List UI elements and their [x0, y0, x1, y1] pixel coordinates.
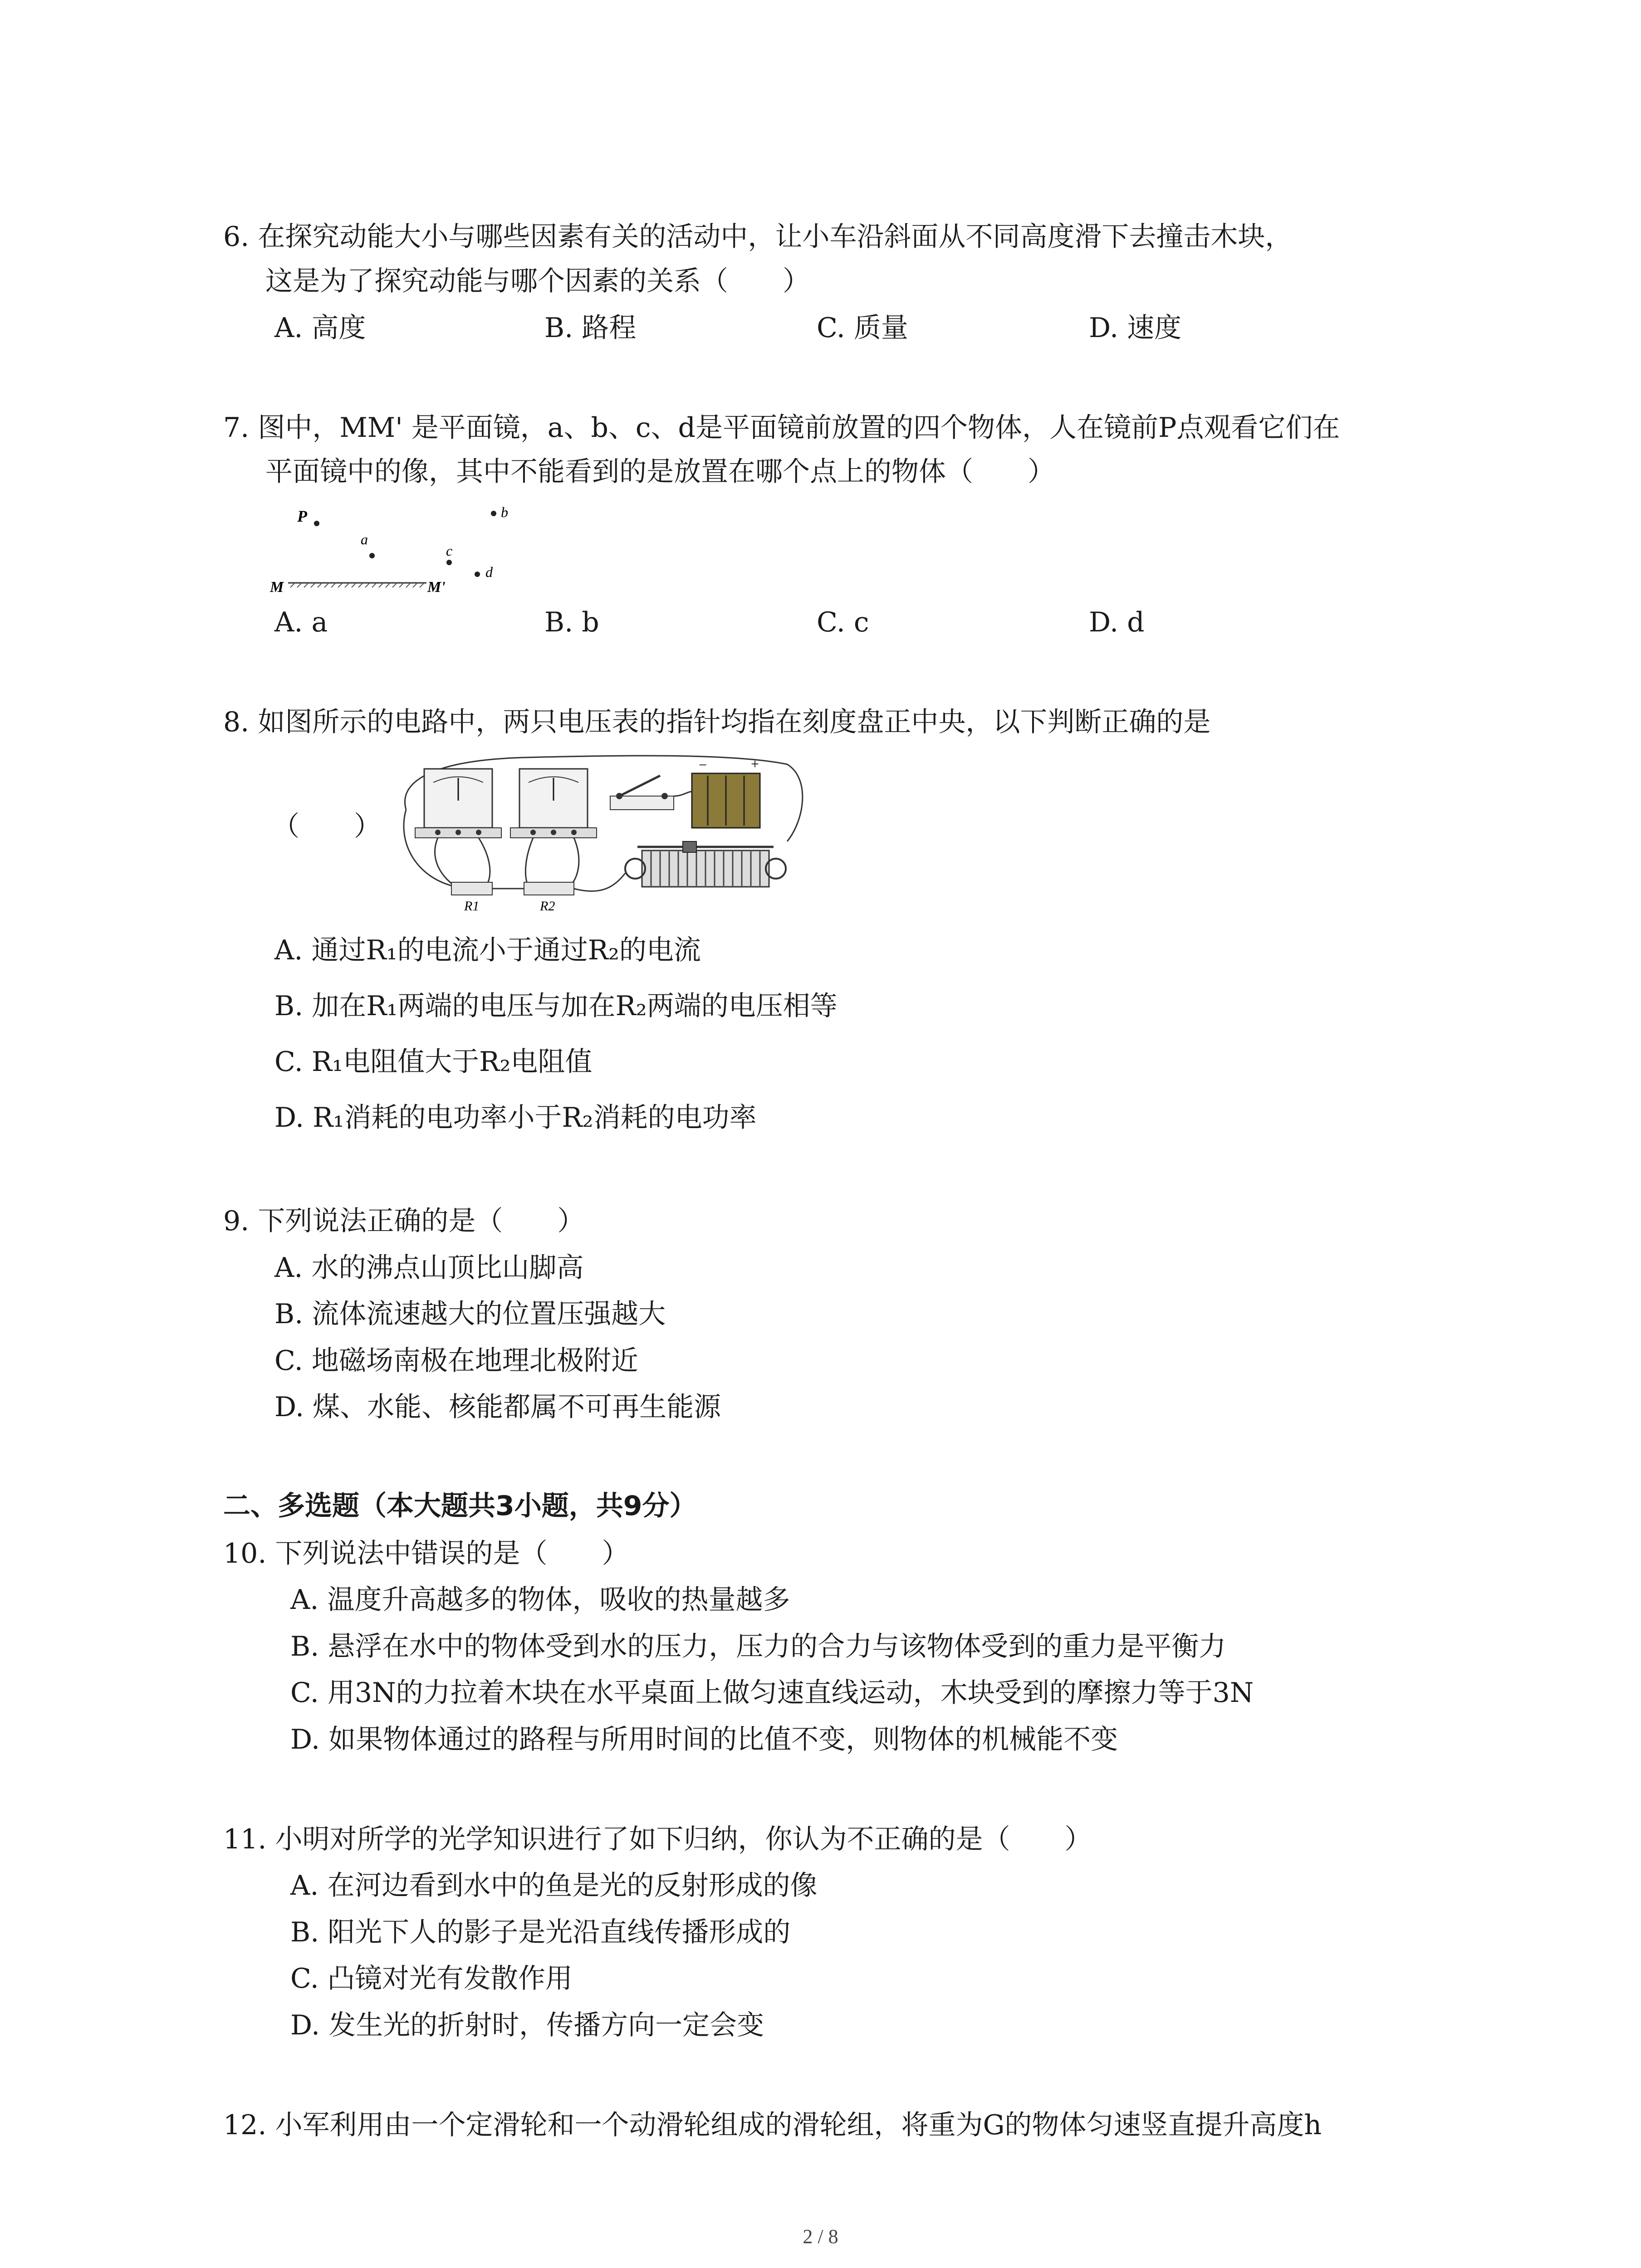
q11-option-c: C. 凸镜对光有发散作用	[290, 1963, 573, 1994]
q7-option-d: D. d	[1089, 606, 1145, 638]
q7-point-a	[369, 553, 375, 558]
q11-option-b: B. 阳光下人的影子是光沿直线传播形成的	[290, 1916, 791, 1948]
q6-stem-line2: 这是为了探究动能与哪个因素的关系（ ）	[265, 265, 810, 297]
q8-rheostat	[625, 841, 786, 887]
q7-mirror-figure	[263, 494, 544, 603]
q11-stem: 11. 小明对所学的光学知识进行了如下归纳，你认为不正确的是（ ）	[223, 1823, 1092, 1855]
q8-option-c: C. R₁电阻值大于R₂电阻值	[274, 1046, 593, 1078]
q8-option-d: D. R₁消耗的电功率小于R₂消耗的电功率	[274, 1102, 757, 1134]
q10-stem: 10. 下列说法中错误的是（ ）	[223, 1538, 629, 1569]
page-number: 2 / 8	[803, 2225, 838, 2248]
q8-resistor-r1	[451, 882, 492, 895]
q6-option-c: C. 质量	[817, 312, 908, 344]
q8-voltmeter-1	[415, 769, 501, 838]
q9-option-a: A. 水的沸点山顶比山脚高	[274, 1252, 584, 1284]
q10-option-a: A. 温度升高越多的物体，吸收的热量越多	[290, 1584, 790, 1616]
q9-stem: 9. 下列说法正确的是（ ）	[223, 1205, 585, 1237]
q9-option-d: D. 煤、水能、核能都属不可再生能源	[274, 1391, 721, 1423]
q11-option-a: A. 在河边看到水中的鱼是光的反射形成的像	[290, 1870, 818, 1901]
q8-switch	[610, 776, 674, 810]
q12-stem: 12. 小军利用由一个定滑轮和一个动滑轮组成的滑轮组，将重为G的物体匀速竖直提升高度h	[223, 2109, 1322, 2141]
q10-option-d: D. 如果物体通过的路程与所用时间的比值不变，则物体的机械能不变	[290, 1724, 1118, 1755]
q9-option-c: C. 地磁场南极在地理北极附近	[274, 1345, 638, 1377]
q10-option-b: B. 悬浮在水中的物体受到水的压力，压力的合力与该物体受到的重力是平衡力	[290, 1631, 1226, 1662]
q7-point-p	[314, 521, 319, 526]
q7-option-b: B. b	[544, 606, 599, 638]
q7-label-d: d	[485, 564, 493, 580]
q7-option-c: C. c	[817, 606, 869, 638]
q8-option-b: B. 加在R₁两端的电压与加在R₂两端的电压相等	[274, 990, 838, 1022]
q11-option-d: D. 发生光的折射时，传播方向一定会变	[290, 2009, 764, 2041]
q10-option-c: C. 用3N的力拉着木块在水平桌面上做匀速直线运动，木块受到的摩擦力等于3N	[290, 1677, 1254, 1709]
q7-point-d	[475, 572, 480, 577]
q7-point-c	[446, 560, 452, 565]
q8-circuit-figure	[388, 751, 810, 914]
q6-stem-line1: 6. 在探究动能大小与哪些因素有关的活动中，让小车沿斜面从不同高度滑下去撞击木块，	[223, 221, 1293, 253]
q8-paren: （ ）	[272, 811, 381, 842]
q8-option-a: A. 通过R₁的电流小于通过R₂的电流	[274, 934, 701, 966]
q8-label-r2: R2	[540, 899, 555, 914]
q8-voltmeter-2	[510, 769, 597, 838]
q6-option-d: D. 速度	[1089, 312, 1182, 344]
section-2-title: 二、多选题（本大题共3小题，共9分）	[223, 1490, 697, 1522]
q8-label-r1: R1	[464, 899, 480, 914]
q7-point-b	[491, 511, 496, 516]
q8-battery	[692, 756, 760, 828]
q7-stem-line1: 7. 图中，MM' 是平面镜，a、b、c、d是平面镜前放置的四个物体，人在镜前P点观看它们在	[223, 412, 1340, 444]
q7-label-a: a	[361, 531, 368, 547]
q7-stem-line2: 平面镜中的像，其中不能看到的是放置在哪个点上的物体（ ）	[265, 456, 1055, 488]
q9-option-b: B. 流体流速越大的位置压强越大	[274, 1298, 666, 1330]
q8-resistor-r2	[524, 882, 574, 895]
q8-battery-minus: −	[699, 757, 707, 773]
q7-option-a: A. a	[274, 606, 328, 638]
q7-label-c: c	[446, 543, 453, 559]
q8-battery-plus: +	[751, 756, 759, 772]
q7-label-m: M	[270, 579, 284, 596]
q6-option-a: A. 高度	[274, 312, 366, 344]
q7-label-p: P	[297, 507, 307, 525]
q7-label-b: b	[501, 504, 508, 520]
q7-label-m-prime: M'	[427, 579, 446, 596]
q8-stem-line1: 8. 如图所示的电路中，两只电压表的指针均指在刻度盘正中央，以下判断正确的是	[223, 706, 1211, 738]
q6-option-b: B. 路程	[544, 312, 637, 344]
